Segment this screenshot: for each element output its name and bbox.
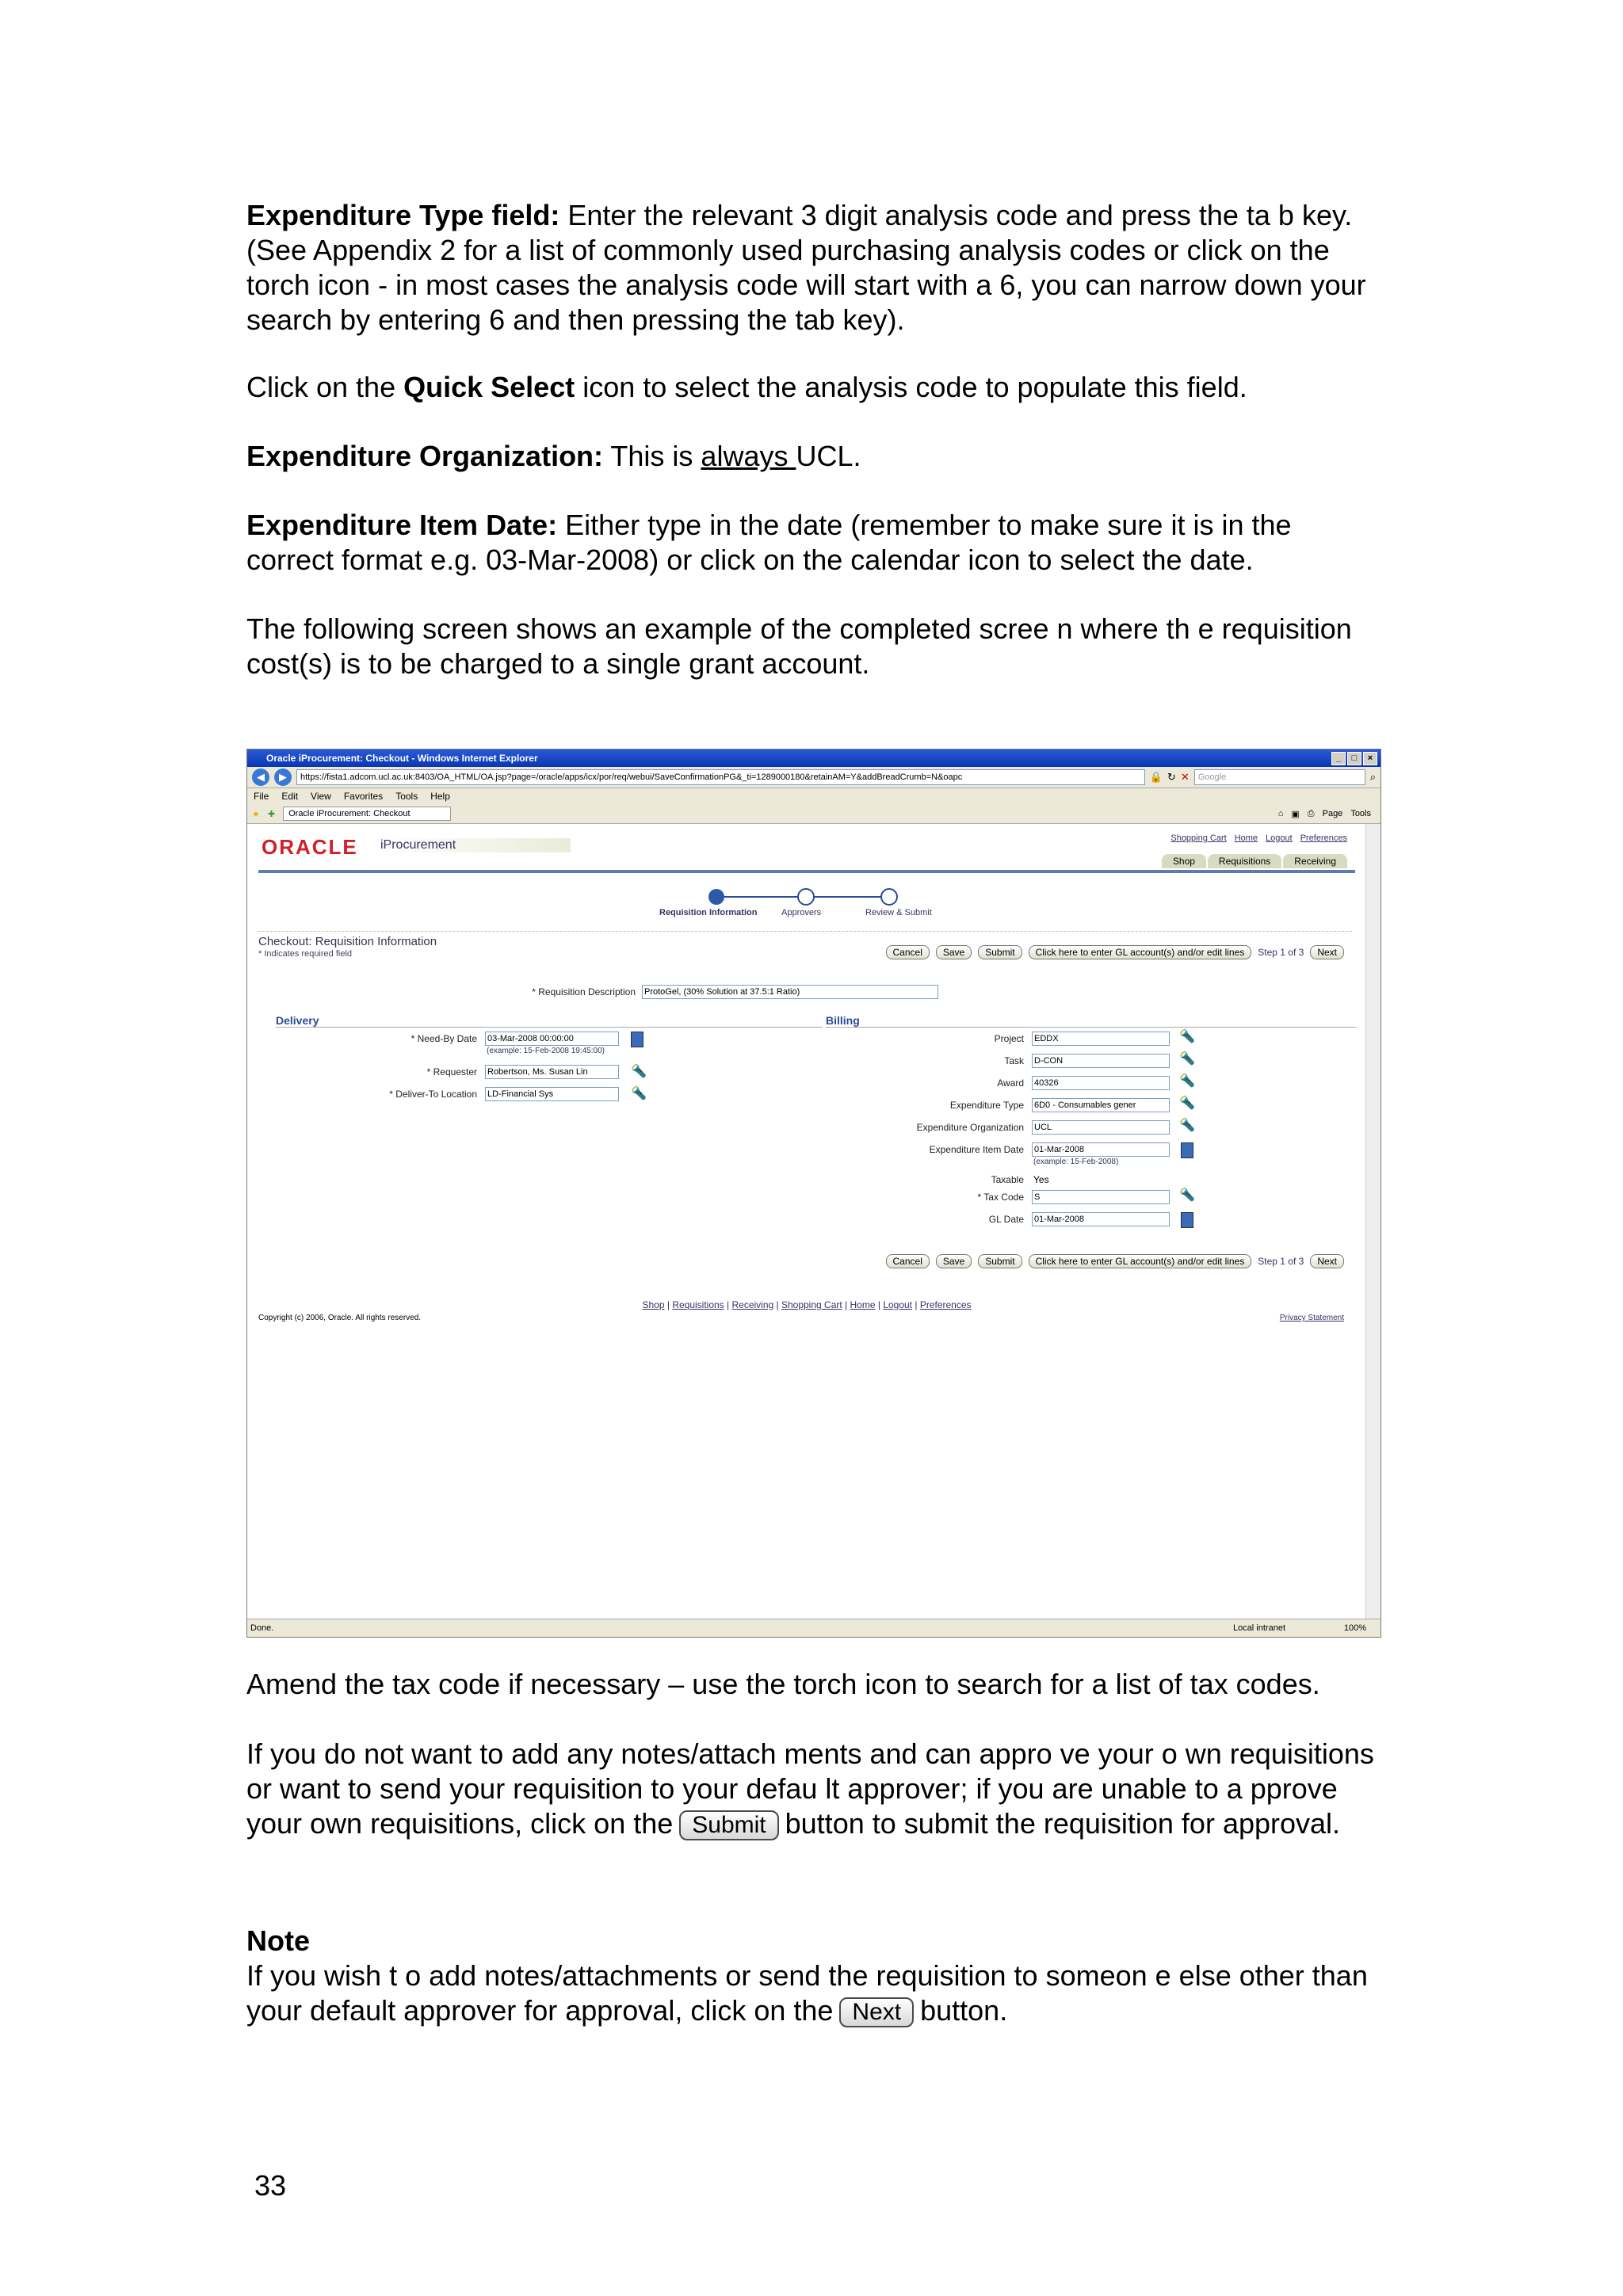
submit-button[interactable]: Submit — [978, 945, 1022, 959]
deliver-to-field[interactable]: LD-Financial Sys — [485, 1087, 619, 1101]
page-content — [247, 824, 1366, 1619]
menu-view[interactable]: View — [311, 791, 331, 802]
req-desc-label: * Requisition Description — [532, 986, 636, 997]
paragraph-expenditure-date — [246, 508, 1380, 578]
menu-tools[interactable]: Tools — [395, 791, 418, 802]
text-submit-post: button to submit the requisition for approval. — [785, 1807, 1341, 1840]
window-title: Oracle iProcurement: Checkout - Windows Internet Explorer — [266, 753, 538, 764]
torch-icon[interactable]: 🔦 — [1179, 1030, 1195, 1043]
expenditure-date-field[interactable]: 01-Mar-2008 — [1032, 1142, 1170, 1157]
add-favorite-icon[interactable]: ✚ — [267, 809, 276, 819]
text-tax-code: Amend the tax code if necessary – use the torch icon to search for a list of tax codes. — [246, 1668, 1320, 1700]
paragraph-note — [246, 1924, 1380, 2028]
oracle-logo: ORACLE — [262, 835, 358, 859]
expenditure-org-label: Expenditure Organization — [916, 1122, 1024, 1133]
submit-button[interactable]: Submit — [978, 1254, 1022, 1268]
text-expenditure-org-post: UCL. — [796, 440, 861, 472]
torch-icon[interactable]: 🔦 — [1179, 1119, 1195, 1132]
text-quick-select-post: icon to select the analysis code to populate this field. — [575, 371, 1247, 403]
back-icon[interactable]: ◀ — [252, 769, 269, 786]
taxable-value: Yes — [1033, 1174, 1049, 1185]
browser-tab[interactable]: Oracle iProcurement: Checkout — [283, 807, 450, 821]
footer-link-home[interactable]: Home — [850, 1299, 876, 1310]
text-expenditure-type: Enter the relevant 3 digit analysis code and press the ta b key. (See Appendix 2 for a list of commonly used purchasing analysis codes or click on the torch icon - in most cases the analysis code will start with a 6, you can narrow down your search by entering 6 and then pressing the tab key). — [246, 199, 1366, 336]
award-field[interactable]: 40326 — [1032, 1076, 1170, 1090]
text-expenditure-org-pre: This is — [603, 440, 701, 472]
print-icon[interactable]: ⎙ — [1307, 808, 1315, 818]
text-note-post: button. — [920, 1994, 1008, 2027]
paragraph-expenditure-org — [246, 439, 1380, 474]
torch-icon[interactable]: 🔦 — [631, 1065, 647, 1078]
expenditure-type-label: Expenditure Type — [949, 1100, 1024, 1111]
app-tabs — [1162, 854, 1347, 868]
need-by-hint: (example: 15-Feb-2008 19:45:00) — [487, 1047, 605, 1055]
task-label: Task — [1004, 1055, 1024, 1066]
page-menu[interactable]: Page — [1322, 808, 1343, 818]
need-by-field[interactable]: 03-Mar-2008 00:00:00 — [485, 1032, 619, 1046]
expenditure-date-hint: (example: 15-Feb-2008) — [1033, 1158, 1119, 1166]
paragraph-submit — [246, 1737, 1380, 1841]
requester-label: * Requester — [426, 1066, 477, 1077]
footer-link-shopping-cart[interactable]: Shopping Cart — [781, 1299, 842, 1310]
copyright: Copyright (c) 2006, Oracle. All rights reserved. — [258, 1314, 422, 1322]
zoom-level[interactable]: 100% — [1343, 1623, 1366, 1633]
requester-field[interactable]: Robertson, Ms. Susan Lin — [485, 1065, 619, 1079]
menu-bar — [247, 788, 1381, 804]
gl-date-label: GL Date — [988, 1214, 1024, 1225]
home-icon[interactable]: ⌂ — [1277, 808, 1284, 818]
label-expenditure-date: Expenditure Item Date: — [246, 509, 558, 541]
text-following-screen: The following screen shows an example of the completed scree n where th e requisition cost(s) is to be charged to a single grant account. — [246, 612, 1352, 680]
link-shopping-cart[interactable]: Shopping Cart — [1170, 833, 1227, 843]
billing-heading: Billing — [826, 1014, 1357, 1028]
favorites-star-icon[interactable]: ★ — [252, 809, 260, 819]
train-label-requisition-info: Requisition Information — [659, 908, 758, 917]
paragraph-quick-select — [246, 370, 1380, 405]
menu-file[interactable]: File — [254, 791, 269, 802]
label-quick-select: Quick Select — [403, 371, 575, 403]
paragraph-expenditure-type — [246, 198, 1380, 338]
url-field[interactable]: https://fista1.adcom.ucl.ac.uk:8403/OA_HTML/OA.jsp?page=/oracle/apps/icx/por/req/webui/SaveConfirmationPG&_ti=1289000180&retainAM=Y&addBreadCrumb=N&oapc — [296, 769, 1145, 785]
train-label-review-submit: Review & Submit — [865, 908, 932, 917]
expenditure-date-label: Expenditure Item Date — [929, 1144, 1024, 1155]
footer-link-requisitions[interactable]: Requisitions — [672, 1299, 724, 1310]
text-expenditure-date: Either type in the date (remember to make sure it is in the correct format e.g. 03-Mar-2008) or click on the calendar icon to select the date. — [246, 509, 1292, 576]
paragraph-following-screen — [246, 612, 1380, 681]
award-label: Award — [997, 1077, 1024, 1089]
delivery-heading: Delivery — [276, 1014, 823, 1028]
maximize-icon[interactable]: □ — [1347, 752, 1361, 765]
calendar-icon[interactable] — [631, 1032, 643, 1047]
calendar-icon[interactable] — [1181, 1212, 1193, 1228]
gl-date-field[interactable]: 01-Mar-2008 — [1032, 1212, 1170, 1226]
page-title: Checkout: Requisition Information — [258, 931, 1352, 948]
note-heading: Note — [246, 1924, 310, 1957]
step-indicator: Step 1 of 3 — [1258, 947, 1304, 958]
status-bar — [247, 1619, 1381, 1637]
gl-account-button[interactable]: Click here to enter GL account(s) and/or edit lines — [1029, 1254, 1252, 1268]
train-step-current — [708, 889, 724, 905]
status-text: Done. — [250, 1623, 274, 1633]
tools-menu[interactable]: Tools — [1350, 808, 1371, 818]
footer-link-logout[interactable]: Logout — [883, 1299, 913, 1310]
train-label-approvers: Approvers — [781, 908, 822, 917]
cancel-button[interactable]: Cancel — [886, 945, 930, 959]
text-submit-pre: If you do not want to add any notes/attach ments and can appro ve your o wn requisitions or want to send your requisition to your defau lt approver; if you are unable to a pprove your own requisitions, click on the — [246, 1737, 1374, 1840]
tab-receiving[interactable]: Receiving — [1283, 854, 1347, 868]
refresh-icon[interactable]: ↻ — [1167, 771, 1176, 783]
cancel-button[interactable]: Cancel — [886, 1254, 930, 1268]
footer-link-shop[interactable]: Shop — [642, 1299, 665, 1310]
window-titlebar — [247, 749, 1381, 767]
forward-icon[interactable]: ▶ — [274, 769, 292, 786]
tab-shop[interactable]: Shop — [1162, 854, 1206, 868]
page-number: 33 — [254, 2169, 287, 2202]
torch-icon[interactable]: 🔦 — [1179, 1097, 1195, 1110]
torch-icon[interactable]: 🔦 — [1179, 1052, 1195, 1066]
text-note-pre: If you wish t o add notes/attachments or send the requisition to someon e else other than your default approver for approval, click on the — [246, 1959, 1368, 2027]
privacy-link[interactable]: Privacy Statement — [1279, 1314, 1344, 1322]
text-quick-select-pre: Click on the — [246, 371, 404, 403]
save-button[interactable]: Save — [936, 1254, 972, 1268]
minimize-icon[interactable]: _ — [1331, 752, 1346, 765]
tax-code-label: * Tax Code — [977, 1192, 1024, 1203]
next-button[interactable]: Next — [1310, 1254, 1344, 1268]
checkout-screenshot — [246, 749, 1381, 1638]
footer-links: Shop | Requisitions | Receiving | Shopping Cart | Home | Logout | Preferences — [642, 1299, 972, 1310]
lock-icon: 🔒 — [1149, 771, 1163, 783]
req-desc-field[interactable]: ProtoGel, (30% Solution at 37.5:1 Ratio) — [642, 985, 938, 999]
expenditure-type-field[interactable]: 6D0 - Consumables gener — [1032, 1098, 1170, 1112]
favorites-bar — [247, 804, 1381, 824]
torch-icon[interactable]: 🔦 — [631, 1087, 647, 1100]
menu-help[interactable]: Help — [430, 791, 450, 802]
menu-edit[interactable]: Edit — [281, 791, 299, 802]
search-input[interactable]: Google — [1194, 769, 1365, 785]
project-field[interactable]: EDDX — [1032, 1032, 1170, 1046]
search-icon[interactable]: ⌕ — [1369, 771, 1376, 783]
taxable-label: Taxable — [991, 1174, 1024, 1185]
torch-icon[interactable]: 🔦 — [1179, 1074, 1195, 1088]
global-links — [1170, 833, 1347, 843]
submit-button-image: Submit — [679, 1810, 778, 1840]
train-step-approvers — [798, 889, 814, 905]
next-button[interactable]: Next — [1310, 945, 1344, 959]
step-indicator: Step 1 of 3 — [1258, 1256, 1304, 1267]
text-always: always — [701, 440, 796, 472]
torch-icon[interactable]: 🔦 — [1179, 1188, 1195, 1202]
link-home[interactable]: Home — [1234, 833, 1258, 843]
task-field[interactable]: D-CON — [1032, 1054, 1170, 1068]
tax-code-field[interactable]: S — [1032, 1190, 1170, 1204]
close-icon[interactable]: × — [1363, 752, 1377, 765]
expenditure-org-field[interactable]: UCL — [1032, 1120, 1170, 1135]
save-button[interactable]: Save — [936, 945, 972, 959]
product-name: iProcurement — [380, 838, 571, 852]
deliver-to-label: * Deliver-To Location — [389, 1089, 477, 1100]
project-label: Project — [994, 1033, 1024, 1044]
stop-icon[interactable]: ✕ — [1180, 771, 1190, 783]
vertical-scrollbar[interactable] — [1365, 824, 1381, 1619]
next-button-image: Next — [839, 1997, 914, 2027]
bottom-button-row — [886, 1254, 1345, 1268]
feeds-icon[interactable]: ▣ — [1291, 809, 1300, 819]
footer-link-preferences[interactable]: Preferences — [919, 1299, 972, 1310]
train-step-review — [881, 889, 897, 905]
link-preferences[interactable]: Preferences — [1300, 833, 1347, 843]
gl-account-button[interactable]: Click here to enter GL account(s) and/or edit lines — [1029, 945, 1252, 959]
paragraph-tax-code — [246, 1667, 1380, 1702]
need-by-label: * Need-By Date — [411, 1033, 477, 1044]
menu-favorites[interactable]: Favorites — [343, 791, 384, 802]
required-note: * Indicates required field — [258, 949, 353, 959]
link-logout[interactable]: Logout — [1266, 833, 1293, 843]
address-bar — [247, 767, 1381, 788]
footer-link-receiving[interactable]: Receiving — [731, 1299, 774, 1310]
top-button-row — [886, 945, 1345, 959]
security-zone: Local intranet — [1232, 1623, 1285, 1633]
label-expenditure-org: Expenditure Organization: — [246, 440, 604, 472]
label-expenditure-type: Expenditure Type field: — [246, 199, 560, 231]
tab-requisitions[interactable]: Requisitions — [1208, 854, 1281, 868]
tab-divider — [258, 870, 1355, 873]
calendar-icon[interactable] — [1181, 1142, 1193, 1158]
